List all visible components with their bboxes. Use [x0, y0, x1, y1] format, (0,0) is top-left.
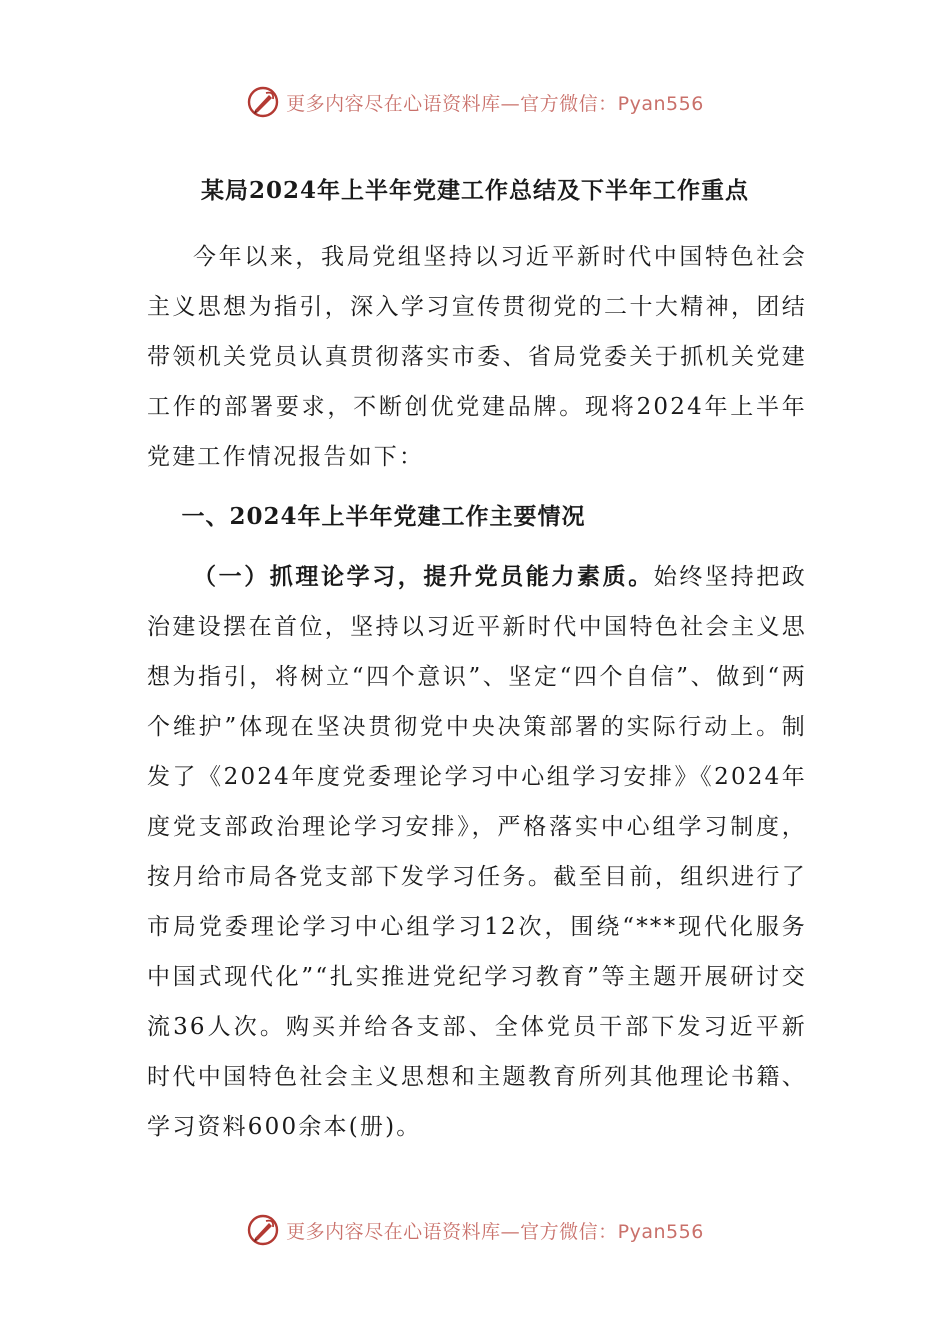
watermark-wechat-id: Pyan556 — [617, 1220, 704, 1243]
watermark-header — [0, 82, 950, 122]
watermark-text: 更多内容尽在心语资料库—官方微信：Pyan556 — [286, 92, 704, 115]
watermark-wechat-id: Pyan556 — [617, 92, 704, 115]
pen-circle-logo-icon — [246, 1213, 280, 1247]
watermark-footer — [0, 1210, 950, 1250]
intro-paragraph: 今年以来，我局党组坚持以习近平新时代中国特色社会主义思想为指引，深入学习宣传贯彻党的二十大精神，团结带领机关党员认真贯彻落实市委、省局党委关于抓机关党建工作的部署要求，不断创优党建品牌。现将2024年上半年党建工作情况报告如下： — [147, 244, 807, 470]
document-title: 某局2024年上半年党建工作总结及下半年工作重点 — [200, 177, 749, 204]
subsection-lead: （一）抓理论学习，提升党员能力素质。 — [193, 563, 654, 590]
document-body — [147, 232, 807, 1152]
pen-circle-logo-icon — [246, 85, 280, 119]
watermark-text: 更多内容尽在心语资料库—官方微信：Pyan556 — [286, 1220, 704, 1243]
subsection-paragraph — [147, 552, 807, 1152]
subsection-body: 始终坚持把政治建设摆在首位，坚持以习近平新时代中国特色社会主义思想为指引，将树立“四个意识”、坚定“四个自信”、做到“两个维护”体现在坚决贯彻党中央决策部署的实际行动上。制发了《2024年度党委理论学习中心组学习安排》《2024年度党支部政治理论学习安排》，严格落实中心组学习制度，按月给市局各党支部下发学习任务。截至目前，组织进行了市局党委理论学习中心组学习12次，围绕“***现代化服务中国式现代化”“扎实推进党纪学习教育”等主题开展研讨交流36人次。购买并给各支部、全体党员干部下发习近平新时代中国特色社会主义思想和主题教育所列其他理论书籍、学习资料600余本(册)。 — [147, 564, 807, 1140]
section-heading: 一、2024年上半年党建工作主要情况 — [181, 503, 586, 530]
